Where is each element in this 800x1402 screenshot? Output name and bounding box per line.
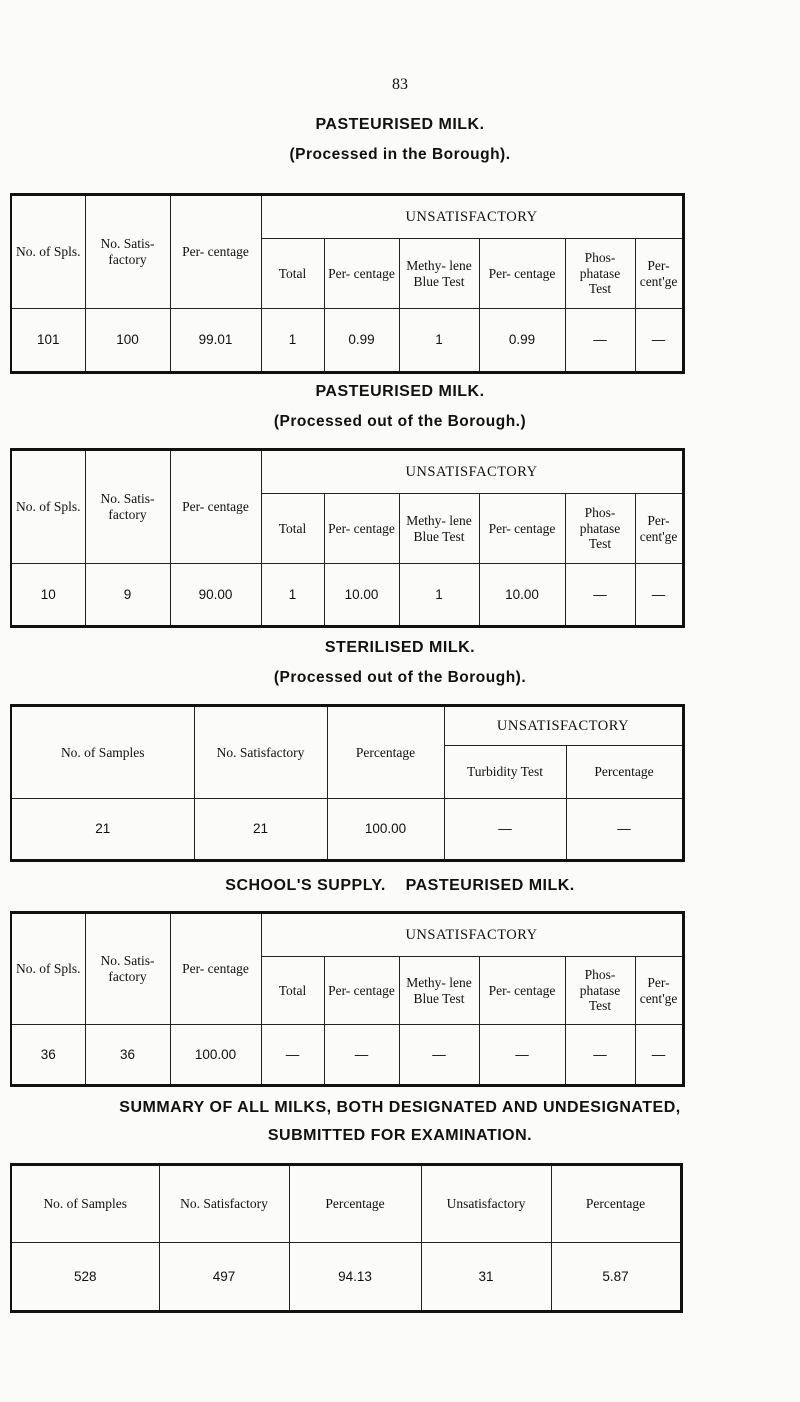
header-no-satisfactory: No. Satisfactory bbox=[159, 1165, 289, 1243]
cell: 0.99 bbox=[479, 309, 565, 373]
section-5-subtitle: SUBMITTED FOR EXAMINATION. bbox=[267, 1127, 533, 1144]
header-unsatisfactory-percentage: Percentage bbox=[551, 1165, 681, 1243]
cell: 31 bbox=[421, 1243, 551, 1312]
cell: 90.00 bbox=[170, 564, 261, 627]
page-number: 83 bbox=[392, 76, 408, 93]
header-percentage: Per- centage bbox=[170, 450, 261, 564]
header-total-percentage: Per- centage bbox=[324, 239, 399, 309]
cell: 10 bbox=[11, 564, 85, 627]
header-turbidity-percentage: Percentage bbox=[566, 746, 683, 799]
cell: 1 bbox=[261, 309, 324, 373]
table-row bbox=[11, 309, 683, 373]
section-3-table bbox=[10, 704, 685, 862]
cell: 94.13 bbox=[289, 1243, 421, 1312]
cell: 9 bbox=[85, 564, 170, 627]
cell: 100.00 bbox=[170, 1025, 261, 1086]
cell: — bbox=[324, 1025, 399, 1086]
header-percentage: Per- centage bbox=[170, 195, 261, 309]
cell: 21 bbox=[194, 799, 327, 861]
header-phosphatase-test: Phos- phatase Test bbox=[565, 494, 635, 564]
header-no-of-samples: No. of Samples bbox=[11, 1165, 159, 1243]
header-phosphatase-test: Phos- phatase Test bbox=[565, 957, 635, 1025]
header-methylene-blue-test: Methy- lene Blue Test bbox=[399, 239, 479, 309]
table-row bbox=[11, 564, 683, 627]
header-percentage: Percentage bbox=[327, 706, 444, 799]
cell: 528 bbox=[11, 1243, 159, 1312]
header-phosphatase-test: Phos- phatase Test bbox=[565, 239, 635, 309]
section-4-title: SCHOOL'S SUPPLY. PASTEURISED MILK. bbox=[225, 877, 575, 894]
header-unsatisfactory: UNSATISFACTORY bbox=[444, 706, 683, 746]
header-percentage: Per- centage bbox=[170, 913, 261, 1025]
section-3-subtitle: (Processed out of the Borough). bbox=[273, 669, 527, 686]
header-phosphatase-percentage: Per- cent'ge bbox=[635, 494, 683, 564]
cell: — bbox=[566, 799, 683, 861]
cell: 1 bbox=[399, 309, 479, 373]
cell: — bbox=[399, 1025, 479, 1086]
cell: 497 bbox=[159, 1243, 289, 1312]
header-unsatisfactory: UNSATISFACTORY bbox=[261, 195, 683, 239]
cell: 0.99 bbox=[324, 309, 399, 373]
header-total: Total bbox=[261, 957, 324, 1025]
header-turbidity-test: Turbidity Test bbox=[444, 746, 566, 799]
cell: — bbox=[565, 309, 635, 373]
cell: 99.01 bbox=[170, 309, 261, 373]
table-row bbox=[11, 1243, 681, 1312]
section-1-title: PASTEURISED MILK. bbox=[315, 116, 485, 133]
header-total: Total bbox=[261, 494, 324, 564]
header-methylene-blue-percentage: Per- centage bbox=[479, 239, 565, 309]
cell: — bbox=[444, 799, 566, 861]
section-2-table bbox=[10, 448, 685, 628]
cell: — bbox=[565, 564, 635, 627]
header-methylene-blue-test: Methy- lene Blue Test bbox=[399, 957, 479, 1025]
header-total-percentage: Per- centage bbox=[324, 494, 399, 564]
cell: 101 bbox=[11, 309, 85, 373]
cell: 100 bbox=[85, 309, 170, 373]
cell: 36 bbox=[11, 1025, 85, 1086]
header-percentage: Percentage bbox=[289, 1165, 421, 1243]
section-2-subtitle: (Processed out of the Borough.) bbox=[273, 413, 527, 430]
section-5-table bbox=[10, 1163, 683, 1313]
cell: 1 bbox=[261, 564, 324, 627]
header-no-of-samples: No. of Samples bbox=[11, 706, 194, 799]
header-methylene-blue-test: Methy- lene Blue Test bbox=[399, 494, 479, 564]
header-no-satisfactory: No. Satisfactory bbox=[194, 706, 327, 799]
header-methylene-blue-percentage: Per- centage bbox=[479, 957, 565, 1025]
section-1-table bbox=[10, 193, 685, 374]
header-total-percentage: Per- centage bbox=[324, 957, 399, 1025]
cell: — bbox=[635, 1025, 683, 1086]
cell: 10.00 bbox=[324, 564, 399, 627]
header-methylene-blue-percentage: Per- centage bbox=[479, 494, 565, 564]
header-no-of-spls: No. of Spls. bbox=[11, 450, 85, 564]
cell: — bbox=[565, 1025, 635, 1086]
cell: — bbox=[635, 309, 683, 373]
cell: 5.87 bbox=[551, 1243, 681, 1312]
table-row bbox=[11, 799, 683, 861]
header-phosphatase-percentage: Per- cent'ge bbox=[635, 239, 683, 309]
header-no-of-spls: No. of Spls. bbox=[11, 195, 85, 309]
cell: 1 bbox=[399, 564, 479, 627]
cell: — bbox=[479, 1025, 565, 1086]
section-5-title: SUMMARY OF ALL MILKS, BOTH DESIGNATED AND UNDESIGNATED, bbox=[119, 1099, 681, 1116]
header-unsatisfactory: UNSATISFACTORY bbox=[261, 913, 683, 957]
header-phosphatase-percentage: Per- cent'ge bbox=[635, 957, 683, 1025]
cell: 21 bbox=[11, 799, 194, 861]
header-no-of-spls: No. of Spls. bbox=[11, 913, 85, 1025]
section-1-subtitle: (Processed in the Borough). bbox=[289, 146, 511, 163]
header-no-satisfactory: No. Satis- factory bbox=[85, 195, 170, 309]
cell: — bbox=[635, 564, 683, 627]
section-4-table bbox=[10, 911, 685, 1087]
table-row bbox=[11, 1025, 683, 1086]
header-no-satisfactory: No. Satis- factory bbox=[85, 913, 170, 1025]
section-3-title: STERILISED MILK. bbox=[324, 639, 476, 656]
cell: 10.00 bbox=[479, 564, 565, 627]
header-unsatisfactory: Unsatisfactory bbox=[421, 1165, 551, 1243]
section-2-title: PASTEURISED MILK. bbox=[315, 383, 485, 400]
header-no-satisfactory: No. Satis- factory bbox=[85, 450, 170, 564]
header-unsatisfactory: UNSATISFACTORY bbox=[261, 450, 683, 494]
cell: 100.00 bbox=[327, 799, 444, 861]
cell: — bbox=[261, 1025, 324, 1086]
cell: 36 bbox=[85, 1025, 170, 1086]
header-total: Total bbox=[261, 239, 324, 309]
